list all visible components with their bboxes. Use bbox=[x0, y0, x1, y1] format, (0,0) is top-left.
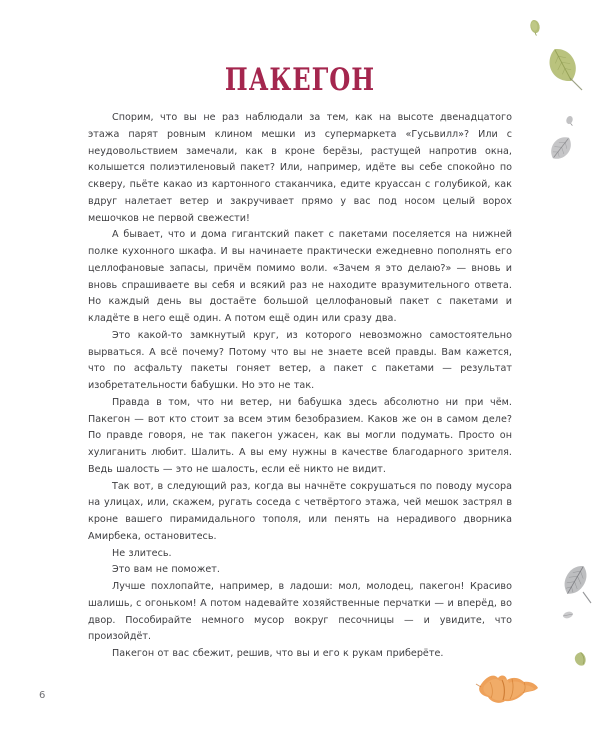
orange-crumpled-leaf-icon bbox=[472, 668, 544, 710]
large-green-leaf-icon bbox=[543, 45, 585, 93]
grey-leaf-mid-icon bbox=[545, 133, 577, 163]
paragraph: А бывает, что и дома гигантский пакет с пакетами поселяется на нижней полке кухонного шкафа. И вы начинаете практически ежедневно пополнять его целлофановые запасы, причём помимо воли. «Зачем я это делаю?» — вновь и вновь спрашиваете вы себя и всякий раз не находите вразумительного ответа. Но каждый день вы достаёте большой целлофановый пакет с пакетами и кладёте в него ещё один. А потом ещё один или сразу два. bbox=[88, 229, 512, 324]
body-text-column bbox=[88, 110, 512, 663]
chapter-title: ПАКЕГОН bbox=[224, 62, 376, 98]
paragraph: Пакегон от вас сбежит, решив, что вы и его к рукам приберёте. bbox=[112, 648, 444, 659]
paragraph: Лучше похлопайте, например, в ладоши: мол, молодец, пакегон! Красиво шалишь, с огоньком! А потом надевайте хозяйственные перчатки — и вперёд, во двор. Пособирайте немного мусор вокруг песочницы — и увидите, что произойдёт. bbox=[88, 581, 512, 643]
paragraph: Не злитесь. bbox=[112, 547, 172, 559]
paragraph: Это вам не поможет. bbox=[112, 564, 220, 576]
paragraph: Так вот, в следующий раз, когда вы начнёте сокрушаться по поводу мусора на улицах, или, скажем, ругать соседа с четвёртого этажа, чей мешок застрял в кроне вашего пирамидального тополя, или пенять на нерадивого дворника Амирбека, остановитесь. bbox=[88, 480, 512, 542]
tiny-grey-leaf-lower-icon bbox=[561, 609, 575, 621]
tiny-grey-leaf-icon bbox=[565, 115, 574, 126]
small-green-leaf-bottom-icon bbox=[572, 650, 588, 668]
paragraph: Это какой-то замкнутый круг, из которого невозможно самостоятельно вырваться. А всё почему? Потому что вы не знаете всей правды. Вам кажется, что по асфальту пакеты гоняет ветер, а пакет с пакетами — результат изобретательности бабушки. Но это не так. bbox=[88, 329, 512, 391]
page-number: 6 bbox=[39, 690, 46, 701]
grey-feather-leaf-icon bbox=[561, 563, 595, 605]
small-green-leaf-top-icon bbox=[528, 18, 542, 36]
paragraph: Правда в том, что ни ветер, ни бабушка здесь абсолютно ни при чём. Пакегон — вот кто стоит за всем этим безобразием. Каков же он в самом деле? По правде говоря, не так пакегон ужасен, как вы могли подумать. Просто он хулиганить любит. Шалить. А вы ему нужны в качестве благодарного зрителя. Ведь шалость — это не шалость, если её никто не видит. bbox=[88, 396, 512, 475]
paragraph: Спорим, что вы не раз наблюдали за тем, как на высоте двенадцатого этажа парят ровным клином мешки из супермаркета «Гусьвилл»? Или с неудовольствием замечали, как в кроне берёзы, растущей напротив окна, колышется полиэтиленовый пакет? Или, например, идёте вы себе спокойно по скверу, пьёте какао из картонного стаканчика, едите круассан с голубикой, как вдруг налетает ветер и закручивает прямо у вас под носом целый ворох мешочков не первой свежести! bbox=[88, 112, 512, 224]
